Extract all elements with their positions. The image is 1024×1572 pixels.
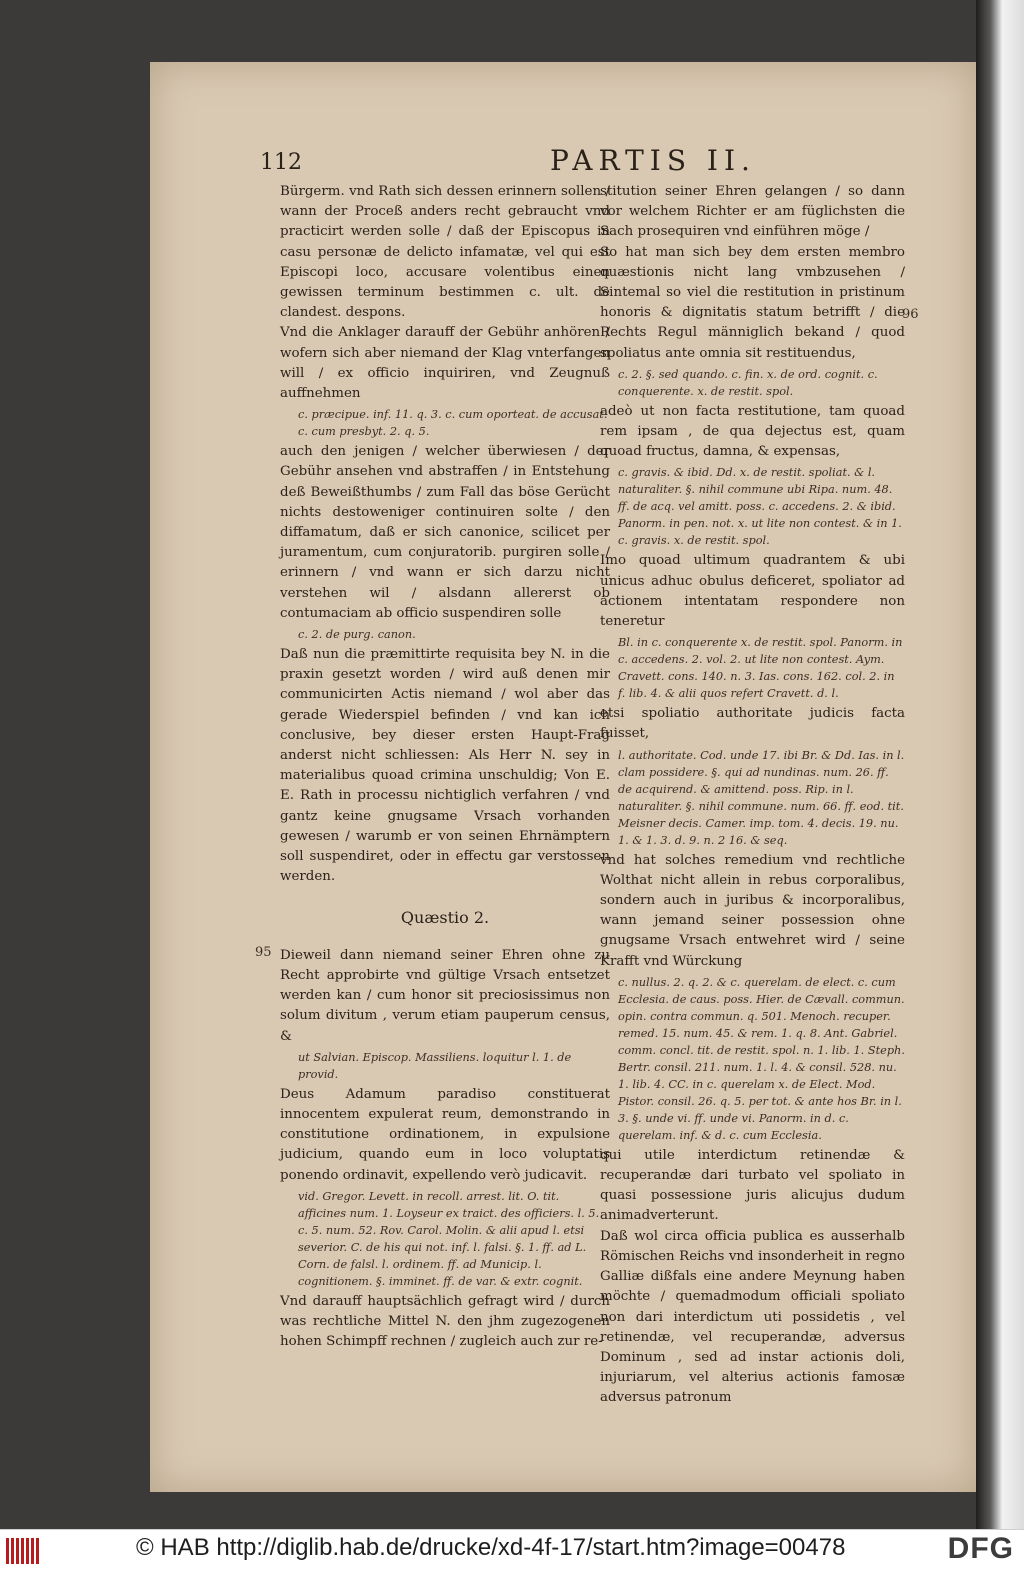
footer-link[interactable]: © HAB http://diglib.hab.de/drucke/xd-4f-17/start.htm?image=00478 [136, 1534, 846, 1561]
citation: c. 2. de purg. canon. [298, 628, 416, 642]
citation: c. præcipue. inf. 11. q. 3. c. cum oporteat. de accusat. c. cum presbyt. 2. q. 5. [298, 408, 608, 439]
paragraph: Deus Adamum paradiso constituerat innocentem expulerat reum, demonstrando in constitutione ordinationem, in expulsione judicium, quando eum in loco voluptatis ponendo ordinavit, expellendo verò judicavit. [280, 1086, 610, 1183]
citation: c. gravis. & ibid. Dd. x. de restit. spoliat. & l. naturaliter. §. nihil commune ubi Ripa. num. 48. ff. de acq. vel amitt. poss. c. accedens. 2. & ibid. Panorm. in pen. not. x. ut lite non contest. & in 1. c. gravis. x. de restit. spol. [618, 466, 902, 548]
book-spine [976, 0, 1024, 1530]
paragraph: Daß nun die præmittirte requisita bey N. in die praxin gesetzt worden / wird auß denen mir communicirten Actis niemand / wol aber das gerade Wiederspiel befinden / vnd kan ich conclusive, bey dieser ersten Haupt-Frag anderst nicht schliessen: Als Herr N. sey in materialibus quoad crimina unschuldig; Von E. E. Rath in processu nichtiglich verfahren / vnd gantz keine gnugsame Vrsach vorhanden gewesen / warumb er von seinen Ehrnämptern soll suspendiret, oder in effectu gar verstossen werden. [280, 647, 610, 885]
paragraph: Vnd darauff hauptsächlich gefragt wird / durch was rechtliche Mittel N. den jhm zugezogenen hohen Schimpff rechnen / zugleich auch zur re- [280, 1293, 610, 1350]
paragraph: adeò ut non facta restitutione, tam quoad rem ipsam , de qua dejectus est, quam quoad fructus, damna, & expensas, [600, 403, 905, 460]
citation: c. nullus. 2. q. 2. & c. querelam. de elect. c. cum Ecclesia. de caus. poss. Hier. de Cævall. commun. opin. contra commun. q. 501. Menoch. recuper. remed. 15. num. 45. & rem. 1. q. 8. Ant. Gabriel. comm. concl. tit. de restit. spol. n. 1. lib. 1. Steph. Bertr. consil. 211. num. 1. l. 4. & consil. 528. nu. 1. lib. 4. CC. in c. querelam x. de Elect. Mod. Pistor. consil. 26. q. 5. per tot. & ante hos Br. in l. 3. §. unde vi. ff. unde vi. Panorm. in d. c. querelam. inf. & d. c. cum Ecclesia. [618, 975, 905, 1142]
paragraph: So hat man sich bey dem ersten membro quæstionis nicht lang vmbzusehen / Sintemal so viel die restitution in pristinum honoris & dignitatis statum betrifft / die Rechts Regul männiglich bekand / quod spoliatus ante omnia sit restituendus, [600, 244, 905, 361]
paragraph: Vnd die Anklager darauff der Gebühr anhören / wofern sich aber niemand der Klag vnterfangen will / ex officio inquiriren, vnd Zeugnuß auffnehmen [280, 325, 610, 402]
running-head: PARTIS II. [550, 144, 756, 177]
right-column [600, 182, 905, 1409]
left-column [280, 182, 610, 1352]
margin-note-left: 95 [255, 945, 272, 960]
paragraph: etsi spoliatio authoritate judicis facta fuisset, [600, 706, 905, 742]
question-heading: Quæstio 2. [400, 907, 490, 927]
citation: c. 2. §. sed quando. c. fin. x. de ord. cognit. c. conquerente. x. de restit. spol. [618, 367, 878, 398]
citation: ut Salvian. Episcop. Massiliens. loquitur l. 1. de provid. [298, 1050, 572, 1081]
paragraph: stitution seiner Ehren gelangen / so dann vor welchem Richter er am füglichsten die Sach prosequiren vnd einführen möge / [600, 184, 905, 240]
citation: vid. Gregor. Levett. in recoll. arrest. lit. O. tit. afficines num. 1. Loyseur ex traict. des officiers. l. 5. c. 5. num. 52. Rov. Carol. Molin. & alii apud l. etsi severior. C. de his qui not. inf. l. falsi. §. 1. ff. ad L. Corn. de falsl. l. ordinem. ff. ad Municip. l. cognitionem. §. imminet. ff. de var. & extr. cognit. [298, 1189, 600, 1288]
hab-logo-icon [6, 1538, 40, 1564]
paragraph: qui utile interdictum retinendæ & recuperandæ dari turbato vel spoliato in quasi possessione juris alicujus dudum animadverterunt. [600, 1147, 905, 1224]
page-header [260, 144, 936, 180]
paragraph: Dieweil dann niemand seiner Ehren ohne zu Recht approbirte vnd gültige Vrsach entsetzet werden kan / cum honor sit preciosissimus non solum divitum , verum etiam pauperum census, & [280, 947, 610, 1044]
paragraph: vnd hat solches remedium vnd rechtliche Wolthat nicht allein in rebus corporalibus, sondern auch in juribus & incorporalibus, wann jemand seiner possession ohne gnugsame Vrsach entwehret wird / seine Krafft vnd Würckung [600, 852, 905, 969]
citation: Bl. in c. conquerente x. de restit. spol. Panorm. in c. accedens. 2. vol. 2. ut lite non contest. Aym. Cravett. cons. 140. n. 3. Ias. cons. 162. col. 2. in f. lib. 4. & alii quos refert Cravett. d. l. [618, 636, 903, 701]
page-number: 112 [260, 150, 302, 175]
citation: l. authoritate. Cod. unde 17. ibi Br. & Dd. Ias. in l. clam possidere. §. qui ad nundinas. num. 26. ff. de acquirend. & amittend. poss. Rip. in l. naturaliter. §. nihil commune. num. 66. ff. eod. tit. Meisner decis. Camer. imp. tom. 4. decis. 19. nu. 1. & 1. 3. d. 9. n. 2 16. & seq. [618, 748, 905, 847]
paragraph: auch den jenigen / welcher überwiesen / der Gebühr ansehen vnd abstraffen / in Entstehung deß Beweißthumbs / zum Fall das böse Gerücht nichts destoweniger continuiren solte / den diffamatum, daß er sich canonice, scilicet per juramentum, cum conjuratorib. purgiren solle / erinnern / vnd wann er sich darzu nicht verstehen wil / alsdann allererst ob contumaciam ab officio suspendiren solle [280, 444, 610, 621]
paragraph: Bürgerm. vnd Rath sich dessen erinnern sollen / wann der Proceß anders recht gebraucht vnd practicirt werden solle / daß der Episcopus in casu personæ de delicto infamatæ, vel qui est Episcopi loco, accusare volentibus einen gewissen terminum bestimmen c. ult. de clandest. despons. [280, 184, 610, 321]
margin-note-right: 96 [902, 307, 919, 322]
paragraph: Imo quoad ultimum quadrantem & ubi unicus adhuc obulus deficeret, spoliator ad actionem intentatam respondere non teneretur [600, 553, 905, 630]
paragraph: Daß wol circa officia publica es ausserhalb Römischen Reichs vnd insonderheit in regno Galliæ dißfals eine andere Meynung haben möchte / quemadmodum officiali spoliato non dari interdictum uti possidetis , vel retinendæ, vel recuperandæ, adversus Dominum , sed ad instar actionis doli, injuriarum, vel alterius actionis famosæ adversus patronum [600, 1228, 905, 1406]
dfg-logo: DFG [947, 1532, 1014, 1565]
book-page [150, 62, 976, 1492]
footer-bar [0, 1529, 1024, 1572]
